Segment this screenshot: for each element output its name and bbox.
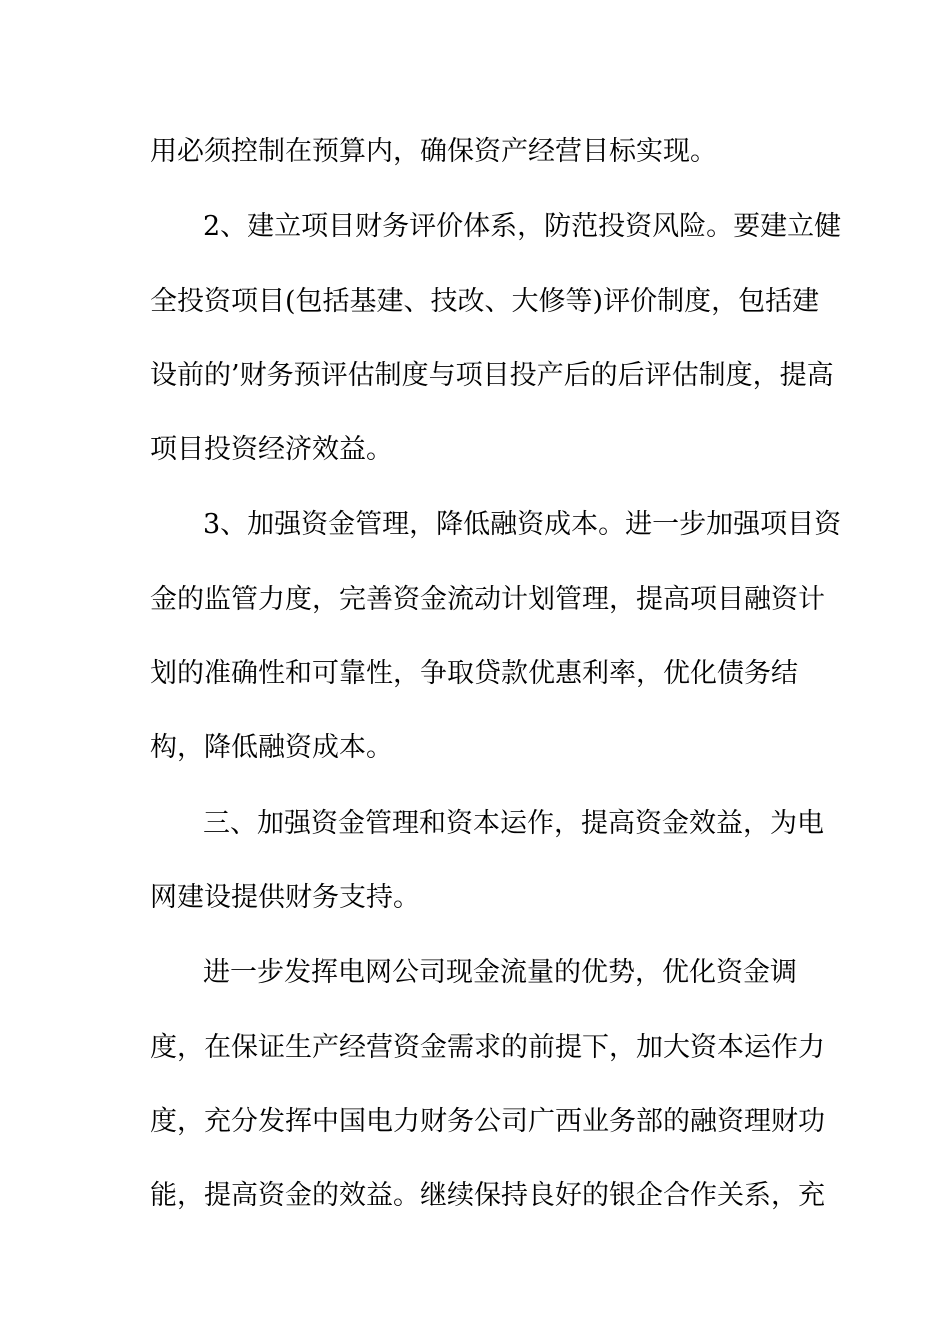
text-line: 设前的’财务预评估制度与项目投产后的后评估制度，提高 bbox=[150, 360, 834, 391]
text-line: 项目投资经济效益。 bbox=[150, 434, 393, 465]
text-line: 度，充分发挥中国电力财务公司广西业务部的融资理财功 bbox=[150, 1106, 825, 1137]
text-line: 全投资项目(包括基建、技改、大修等)评价制度，包括建 bbox=[150, 286, 820, 317]
text-line: 三、加强资金管理和资本运作，提高资金效益，为电 bbox=[203, 808, 824, 839]
text-line: 金的监管力度，完善资金流动计划管理，提高项目融资计 bbox=[150, 584, 825, 615]
text-line: 构，降低融资成本。 bbox=[150, 732, 393, 763]
text-line: 网建设提供财务支持。 bbox=[150, 882, 420, 913]
text-line: 3、加强资金管理，降低融资成本。进一步加强项目资 bbox=[203, 509, 842, 540]
text-line: 用必须控制在预算内，确保资产经营目标实现。 bbox=[150, 136, 717, 167]
text-line: 2、建立项目财务评价体系，防范投资风险。要建立健 bbox=[203, 211, 842, 242]
text-line: 能，提高资金的效益。继续保持良好的银企合作关系，充 bbox=[150, 1180, 825, 1211]
text-line: 划的准确性和可靠性，争取贷款优惠利率，优化债务结 bbox=[150, 658, 798, 689]
text-line: 进一步发挥电网公司现金流量的优势，优化资金调 bbox=[203, 957, 797, 988]
text-line: 度，在保证生产经营资金需求的前提下，加大资本运作力 bbox=[150, 1032, 825, 1063]
